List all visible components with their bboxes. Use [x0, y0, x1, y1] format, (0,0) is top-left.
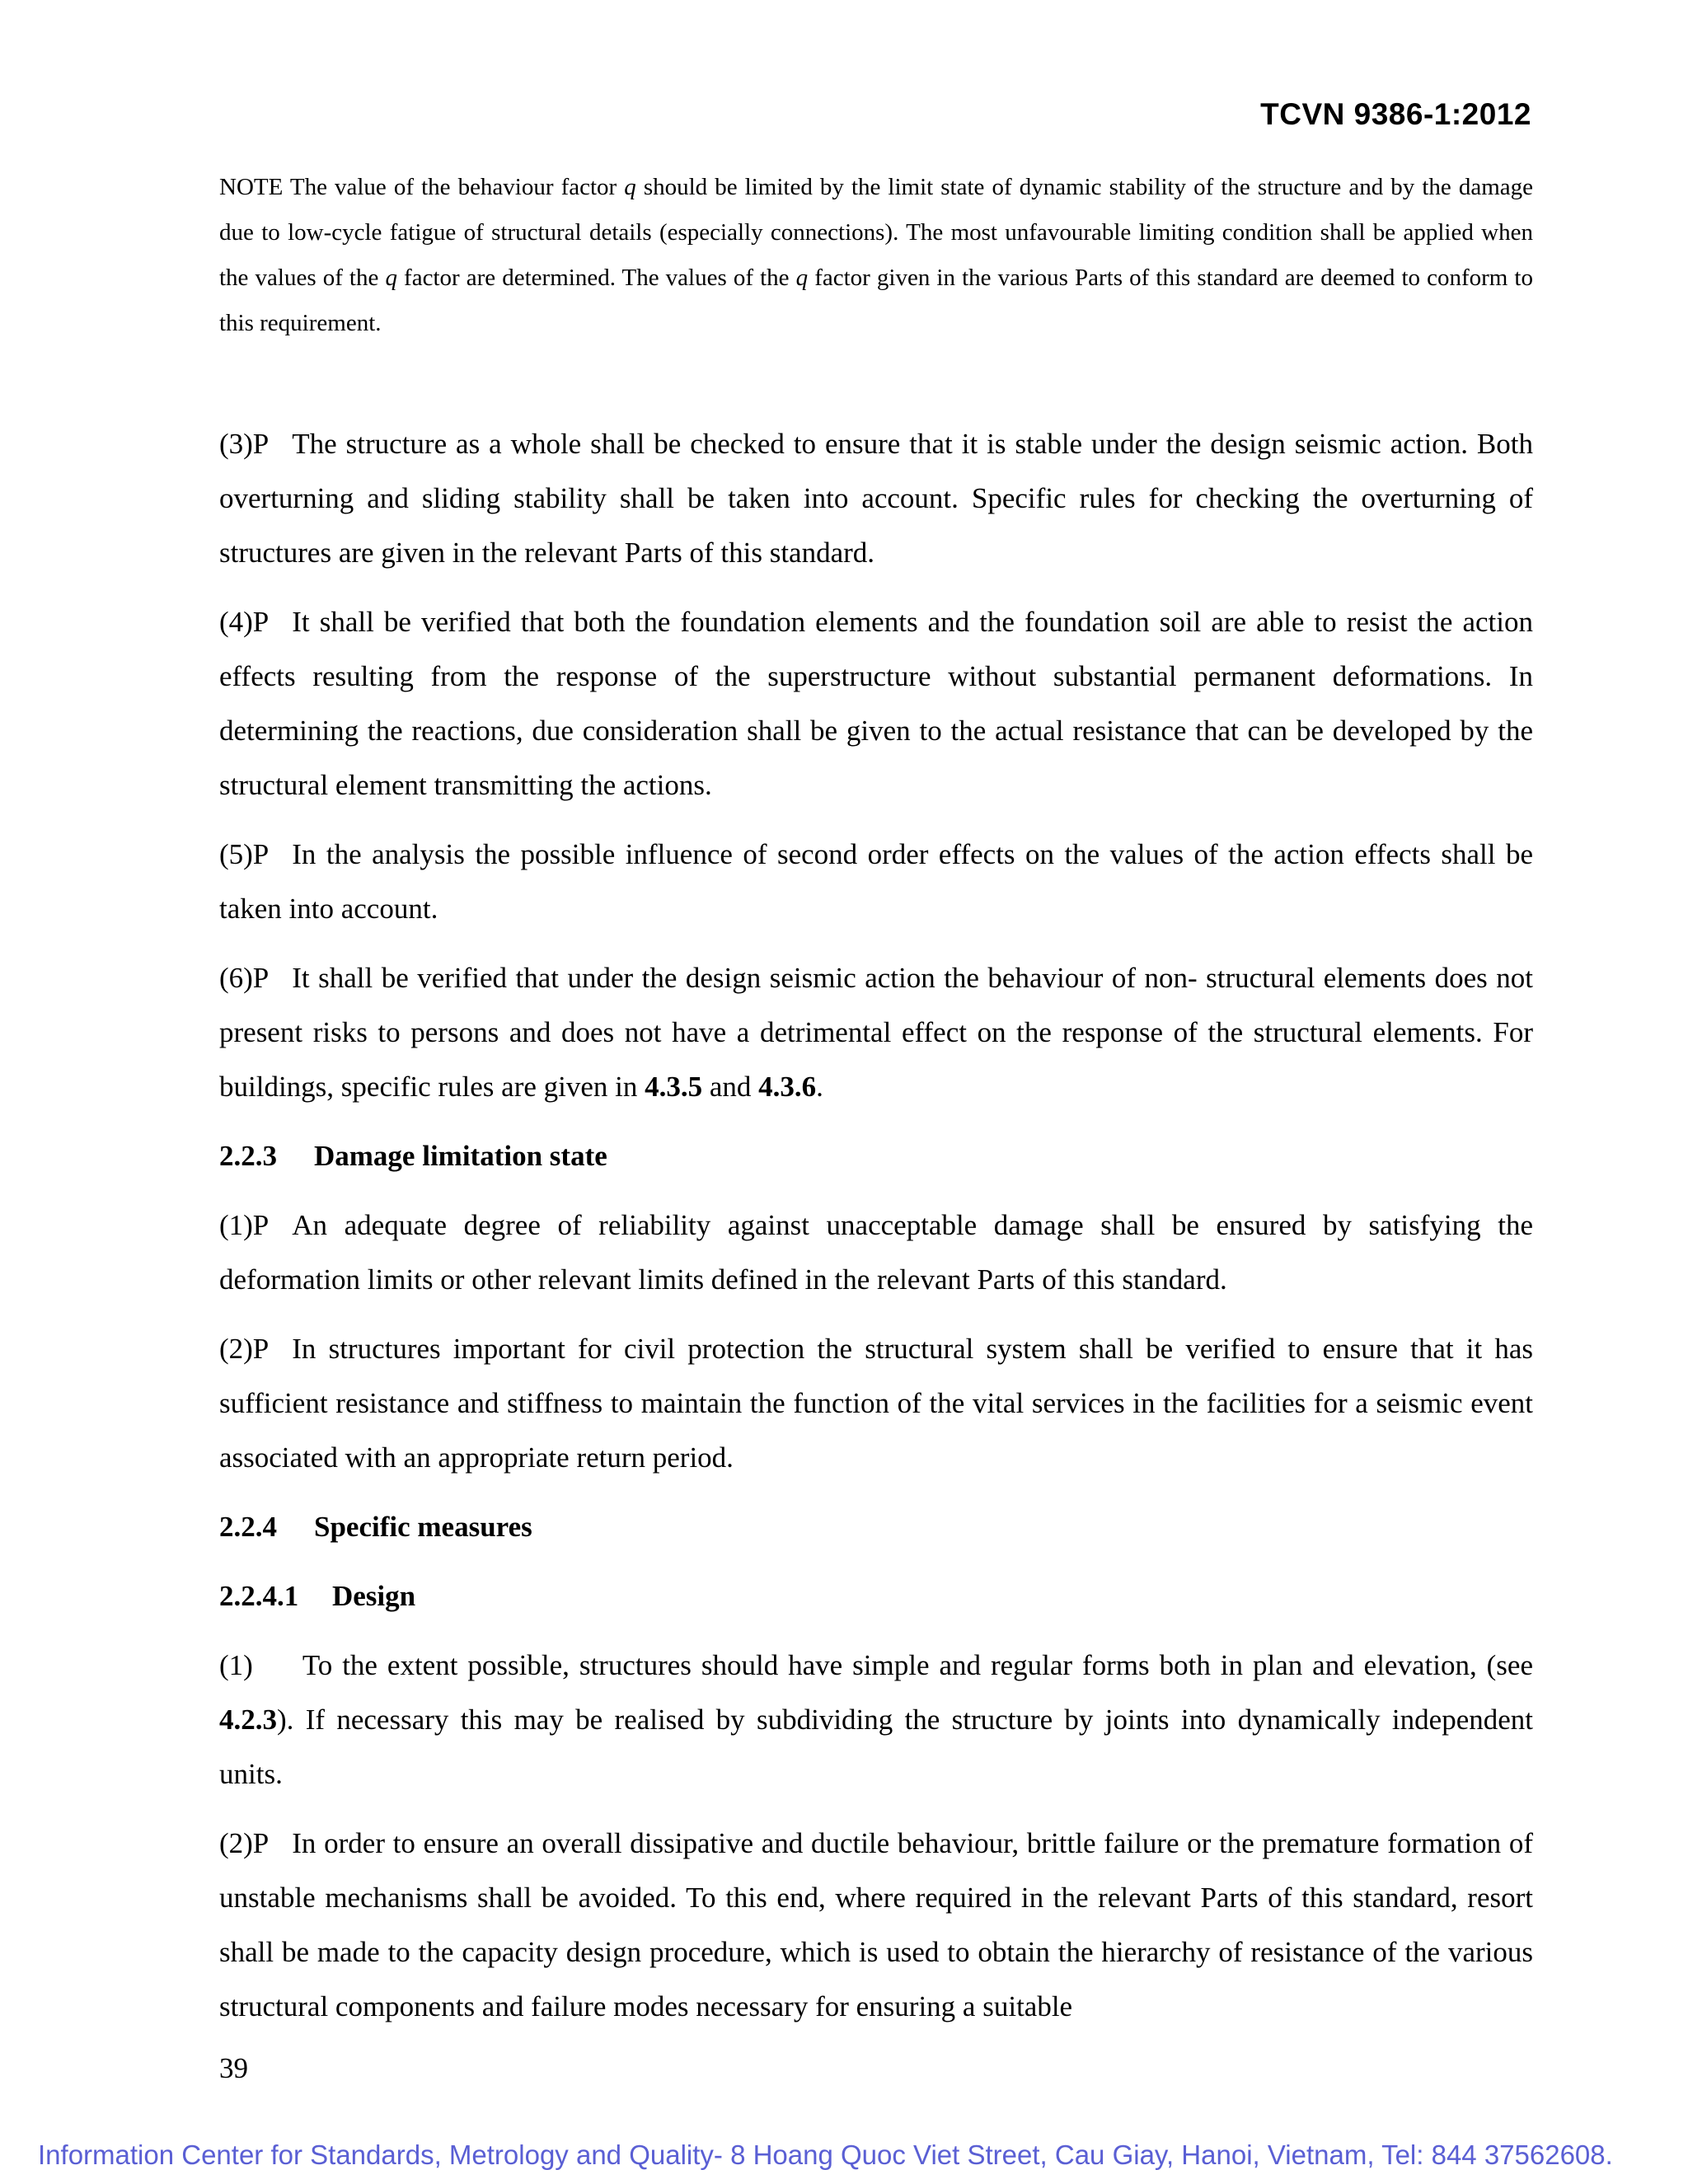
clause-number: (3)P [219, 428, 270, 460]
note-text-4: factor given in the various Parts of this standard are deemed to conform to this requirement. [219, 265, 1533, 336]
section-title: Specific measures [314, 1511, 532, 1543]
clause-number: (1) [219, 1649, 253, 1681]
clause-text: It shall be verified that both the foundation elements and the foundation soil are able to resist the action effects resulting from the response of the superstructure without substantial permanent deformations. In determining the reactions, due consideration shall be given to the actual resistance that can be developed by the structural element transmitting the actions. [219, 606, 1533, 801]
clause-number: (6)P [219, 962, 270, 994]
cross-reference: 4.3.5 [645, 1071, 703, 1103]
clause-text: In structures important for civil protection the structural system shall be verified to ensure that it has sufficient resistance and stiffness to maintain the function of the vital services in the facilities for a seismic event associated with an appropriate return period. [219, 1333, 1533, 1474]
clause-4p [219, 595, 1533, 813]
clause-5p [219, 827, 1533, 936]
clause-text: and [702, 1071, 759, 1103]
section-number: 2.2.4 [219, 1511, 277, 1543]
clause-3p [219, 417, 1533, 580]
note-text-1: NOTE The value of the behaviour factor [219, 174, 625, 200]
note-paragraph [219, 165, 1533, 346]
page-number: 39 [219, 2052, 248, 2084]
note-q-symbol: q [795, 265, 809, 291]
clause-2-2-4-1-1 [219, 1638, 1533, 1802]
clause-text: ). If necessary this may be realised by subdividing the structure by joints into dynamically independent units. [219, 1704, 1533, 1790]
note-spacer [219, 346, 1533, 417]
clause-2-2-4-1-2p [219, 1816, 1533, 2034]
clause-2-2-3-1p [219, 1198, 1533, 1307]
section-heading-2-2-4-1 [219, 1569, 1533, 1624]
clause-text: In order to ensure an overall dissipative and ductile behaviour, brittle failure or the premature formation of unstable mechanisms shall be avoided. To this end, where required in the relevant Parts of this standard, resort shall be made to the capacity design procedure, which is used to obtain the hierarchy of resistance of the various structural components and failure modes necessary for ensuring a suitable [219, 1827, 1533, 2022]
page-content [219, 165, 1533, 2049]
section-heading-2-2-3 [219, 1129, 1533, 1183]
clause-number: (2)P [219, 1333, 270, 1365]
section-number: 2.2.4.1 [219, 1580, 299, 1612]
note-text-3: factor are determined. The values of the [396, 265, 796, 291]
clause-text: An adequate degree of reliability against unacceptable damage shall be ensured by satisfying the deformation limits or other relevant limits defined in the relevant Parts of this standard. [219, 1209, 1533, 1296]
cross-reference: 4.2.3 [219, 1704, 277, 1736]
section-number: 2.2.3 [219, 1140, 277, 1172]
note-q-symbol: q [624, 174, 636, 200]
clause-number: (1)P [219, 1209, 270, 1241]
clause-number: (4)P [219, 606, 270, 638]
clause-text: The structure as a whole shall be checked to ensure that it is stable under the design seismic action. Both overturning and sliding stability shall be taken into account. Specific rules for checking the overturning of structures are given in the relevant Parts of this standard. [219, 428, 1533, 569]
section-title: Damage limitation state [314, 1140, 607, 1172]
clause-text: In the analysis the possible influence of second order effects on the values of the action effects shall be taken into account. [219, 838, 1533, 925]
clause-6p [219, 951, 1533, 1114]
section-title: Design [332, 1580, 416, 1612]
clause-text: It shall be verified that under the design seismic action the behaviour of non- structural elements does not present risks to persons and does not have a detrimental effect on the response of the structural elements. For buildings, specific rules are given in [219, 962, 1533, 1103]
note-q-symbol: q [385, 265, 397, 291]
clause-text: To the extent possible, structures should have simple and regular forms both in plan and elevation, (see [302, 1649, 1533, 1681]
section-heading-2-2-4 [219, 1500, 1533, 1554]
cross-reference: 4.3.6 [758, 1071, 817, 1103]
clause-number: (5)P [219, 838, 270, 870]
standard-code-header: TCVN 9386-1:2012 [1260, 97, 1531, 131]
clause-text: . [816, 1071, 823, 1103]
footer-contact-info: Information Center for Standards, Metrology and Quality- 8 Hoang Quoc Viet Street, Cau Giay, Hanoi, Vietnam, Tel: 844 37562608. [38, 2139, 1613, 2170]
clause-2-2-3-2p [219, 1322, 1533, 1485]
clause-number: (2)P [219, 1827, 270, 1859]
note-text-2: should be limited by the limit state of dynamic stability of the structure and by the damage due to low-cycle fatigue of structural details (especially connections). The most unfavourable limiting condition shall be applied when the values of the [219, 174, 1533, 291]
